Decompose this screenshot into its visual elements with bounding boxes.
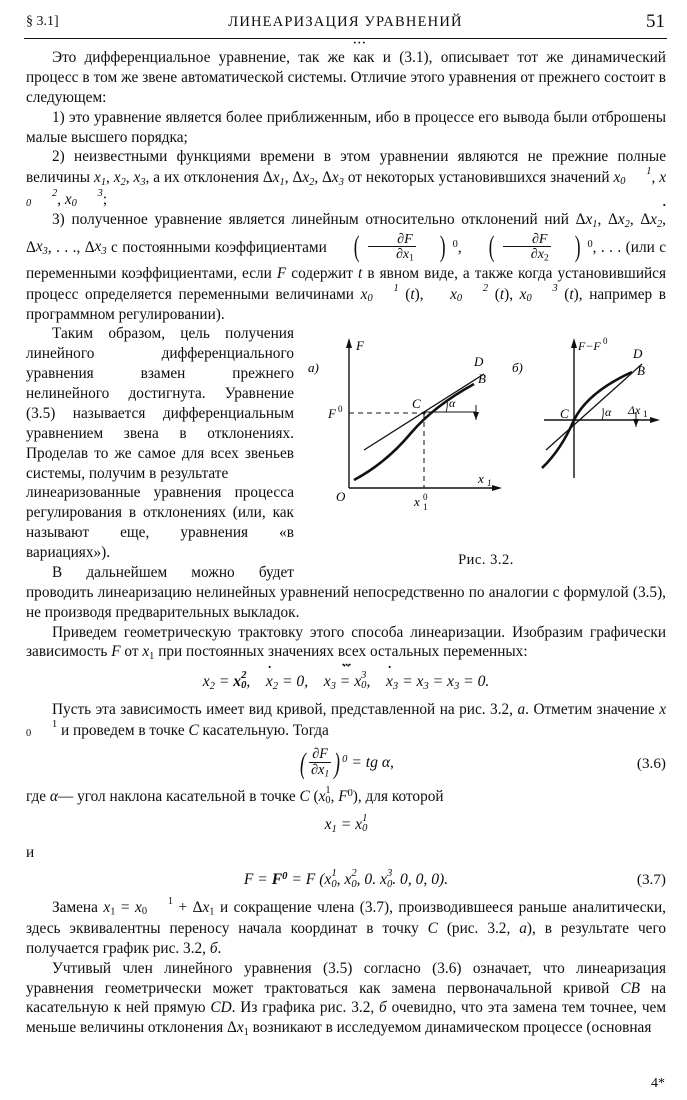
running-title: ЛИНЕАРИЗАЦИЯ УРАВНЕНИЙ [228,14,463,30]
svg-text:x: x [478,471,484,487]
figure-3-2-svg [306,328,666,543]
svg-text:B: B [478,371,486,387]
item-1-number: 1) [52,108,65,126]
formula-3-6: ( $\frac{\partial F}{\partial x_1}$ ) $^0$ = tg α, (3.6) [300,746,666,780]
figure-panel-a [308,338,502,512]
paragraph-7-b: от [124,643,139,661]
item-2-text-b: , а их отклонения [145,169,259,187]
svg-text:B: B [637,363,645,379]
paragraph-12-c: . Из графика рис. 3.2, [231,999,375,1017]
paragraph-7-a: Приведем геометрическую трактовку этого способа линеаризации. Изобразим графически зависимость [26,623,666,661]
item-3-text-e: в явном виде, а также когда установившийся процесс определяется переменными величинами [26,265,667,303]
svg-text:α: α [449,396,456,411]
paragraph-9-b: — угол наклона касательной в точке [57,788,296,805]
paragraph-11-b: и сокращение члена (3.7), производившееся раньше аналитически, здесь эквивалентны переносу начала координат в точку [26,898,667,937]
paragraph-6: В дальнейшем можно будет проводить линеаризацию нелинейных уравнений непосредственно по аналогии с формулой (3.5), не производя предварительных выкладок. [26,563,666,621]
formula-3-7: $F = F^0 = F$ (x1 0, x2 0, 0. x3 0. 0, 0, 0). (3.7) [243,868,666,890]
paragraph-12-d: очевидно, что эта замена тем точнее, чем меньше величины отклонения [26,999,666,1037]
item-1-text: это уравнение является более приближенным, ибо в процессе его вывода были отброшены малые высшего порядка; [26,108,666,146]
formula-set: $x_2 = x2$ 0, $x \cdot_2 = 0$, $x_3 = x3$ 0, $x \cdot_3 = x \cdot\cdot_3 = x \cdot\cdot\cdot_3 = 0$. [26,671,666,694]
paragraph-7: Приведем геометрическую трактовку этого способа линеаризации. Изобразим графически зависимость F от $x_1$ при постоянных значениях всех остальных переменных: [26,623,666,663]
svg-text:D: D [633,346,643,362]
paragraph-10: и [26,843,35,861]
item-2-number: 2) [52,148,65,166]
svg-text:x: x [414,494,420,510]
paragraph-8-a: Пусть эта зависимость имеет вид кривой, представленной на рис. 3.2, [52,700,514,718]
item-3-text-d: содержит [291,265,353,283]
figure-panel-b [512,336,660,478]
paragraph-11-d: ), в результате чего получается график рис. 3.2, [26,919,666,957]
svg-text:F: F [356,338,364,354]
paragraph-8-d: касательную. Тогда [202,721,329,739]
formula-3-6-tag: (3.6) [636,754,666,772]
paragraph-12: Учтивый член линейного уравнения (3.5) согласно (3.6) означает, что линеаризация уравнения геометрически может трактоваться как замена первоначальной кривой CB на касательную к ней прямую CD. Из графика рис. 3.2, б очевидно, что эта замена тем точнее, чем меньше величины отклонения $\Delta x_1$ возникают в исследуемом динамическом процессе (основная [26,959,666,1039]
svg-text:0: 0 [603,336,608,347]
paragraph-3: 2) неизвестными функциями времени в этом уравнении являются не прежние полные величины $x_1$, $x_2$, $x_3$, а их отклонения $\Delta x_1$, $\Delta x_2$, $\Delta x_3$ от некоторых установившихся значений x 1 0 , x2 0 , x 3 0 ; [26,148,666,210]
paragraph-5: Таким образом, цель получения линейного дифференциального уравнения взамен прежнего нелинейного достигнута. Уравнение (3.5) называется дифференциальным уравнением звена в отклонениях. Проделав то же самое для всех звеньев системы, получим в результате [26,325,294,482]
paragraph-12-a: Учтивый член линейного уравнения (3.5) согласно (3.6) означает, что линеаризация уравнения геометрически может трактоваться как замена первоначальной кривой [26,959,666,997]
svg-text:F: F [328,406,336,422]
page-body [26,48,666,1040]
paragraph-8-c: и проведем в точке [61,721,185,739]
paragraph-4: 3) полученное уравнение является линейным относительно отклонений ний $\Delta x_1$, $\Delta x_2$, $\Delta x_2$ ·, $\Delta x_3$, . . ., $\Delta x_3$ ··· с постоянными коэффициентами ( $\frac{\partial F}{\partial x_1}$ ) $^0$, ( $\frac{\partial F}{\partial x_2}$ ) $^0$, . . . (или с переменными коэффициентами, если F содержит t в явном виде, а также когда установившийся процесс определяется переменными величинами x 1 0 (t), x 2 0 (t), x 3 0 (t), например в программном регулировании). [26,210,666,324]
svg-text:1: 1 [487,478,492,489]
item-3-text-a: полученное уравнение является линейным относительно отклонений [71,211,538,229]
formula-3-7-tag: (3.7) [636,871,666,889]
paragraph-9-a: где [26,788,47,805]
item-3-text-f: , например в программном регулировании). [26,285,666,323]
figure-3-2 [306,328,666,570]
paragraph-9-c: , для которой [357,788,444,805]
svg-text:D: D [474,354,484,370]
svg-text:б): б) [512,360,523,376]
paragraph-12-e: возникают в исследуемом динамическом процессе (основная [252,1019,652,1037]
svg-text:C: C [560,406,569,422]
section-marker: § 3.1] [26,14,59,29]
page-signature: 4* [651,1076,665,1091]
svg-text:1: 1 [643,409,648,420]
page-number: 51 [646,11,665,32]
item-3-text-c: (или с переменными коэффициентами, если [26,238,666,283]
svg-text:C: C [412,396,421,412]
svg-text:0: 0 [423,492,428,503]
formula-3-6-body: = tg α, [351,754,394,772]
paragraph-11-c: (рис. 3.2, [446,919,511,937]
paragraph-11: Замена $x_1 = x$ 1 $0 + \Delta x_1$ и сокращение члена (3.7), производившееся раньше аналитически, здесь эквивалентны переносу начала координат в точку C (рис. 3.2, а), в результате чего получается график рис. 3.2, б. [26,895,667,957]
page-header [26,11,665,36]
paragraph-5b: линеаризованные уравнения процесса регулирования в отклонениях (или, как называют еще, уравнения «в вариациях»). [26,484,294,562]
svg-text:F−F: F−F [578,339,601,354]
figure-caption: Рис. 3.2. [458,552,514,569]
paragraph-12-b: на касательную к ней прямую [26,979,666,1017]
paragraph-2 [26,108,666,148]
paragraph-8: Пусть эта зависимость имеет вид кривой, представленной на рис. 3.2, а. Отметим значение x1 0 и проведем в точке C касательную. Тогда [26,700,666,740]
item-3-text-b: с постоянными коэффициентами [110,238,327,256]
paragraph-1: Это дифференциальное уравнение, так же как и (3.1), описывает тот же динамический процесс в том же звене автоматической системы. Отличие этого уравнения от прежнего состоит в следующем: [26,49,666,106]
svg-text:0: 0 [338,404,343,415]
paragraph-8-b: Отметим значение [533,700,655,718]
paragraph-7-c: при постоянных значениях всех остальных переменных: [158,643,528,661]
item-3-number: 3) [52,211,65,229]
item-2-text-a: неизвестными функциями времени в этом уравнении являются не прежние полные величины [26,148,666,187]
svg-text:1: 1 [423,502,428,513]
svg-text:O: O [336,489,346,505]
svg-text:Δx: Δx [628,403,641,418]
svg-text:а): а) [308,360,319,376]
paragraph-11-a: Замена [52,898,98,916]
svg-text:α: α [605,405,612,420]
item-2-text-c: от некоторых установившихся значений [347,169,610,187]
paragraph-9: где α— угол наклона касательной в точке C (x1 0, $F^0$), для которой [26,785,444,807]
formula-x1-body: $x_1 = x1$ 0 [324,812,368,835]
formula-x1 [26,814,666,837]
